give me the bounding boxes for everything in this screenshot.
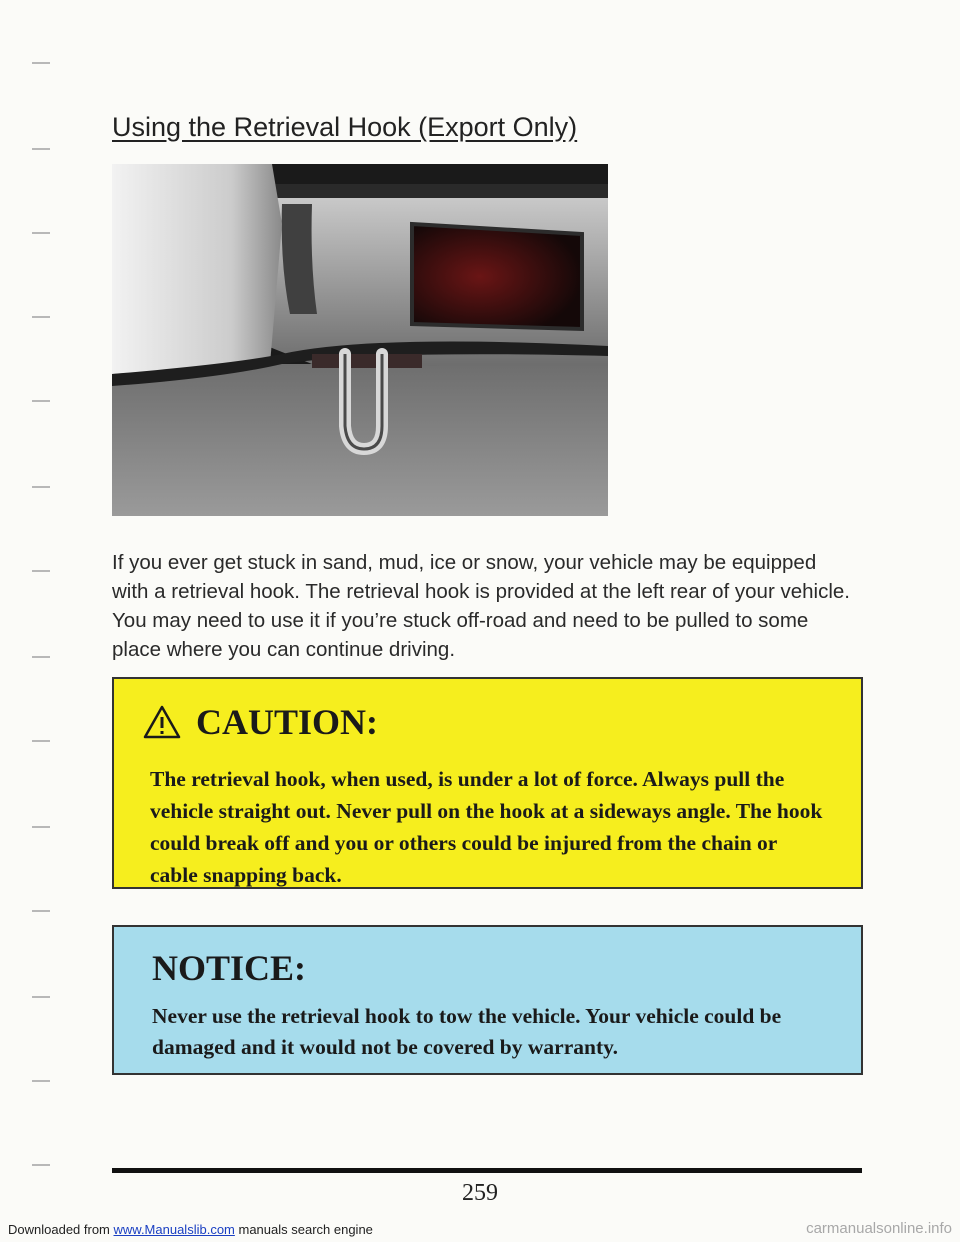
footer-rule	[112, 1168, 862, 1173]
margin-tick	[32, 740, 50, 742]
margin-tick	[32, 400, 50, 402]
margin-tick	[32, 826, 50, 828]
margin-tick	[32, 232, 50, 234]
margin-tick	[32, 62, 50, 64]
credit-prefix: Downloaded from	[8, 1222, 114, 1237]
margin-tick	[32, 656, 50, 658]
warning-triangle-icon	[142, 704, 182, 740]
body-paragraph: If you ever get stuck in sand, mud, ice or snow, your vehicle may be equipped with a retrieval hook. The retrieval hook is provided at the left rear of your vehicle. You may need to use it if you’re stuck off-road and need to be pulled to some place where you can continue driving.	[112, 551, 850, 661]
caution-heading	[142, 701, 378, 743]
margin-tick	[32, 316, 50, 318]
notice-text: Never use the retrieval hook to tow the vehicle. Your vehicle could be damaged and it would not be covered by warranty.	[152, 1004, 782, 1059]
section-title: Using the Retrieval Hook (Export Only)	[112, 112, 578, 142]
caution-box	[112, 677, 863, 889]
margin-tick	[32, 996, 50, 998]
margin-tick	[32, 1080, 50, 1082]
margin-tick	[32, 910, 50, 912]
credit-suffix: manuals search engine	[234, 1222, 373, 1237]
retrieval-hook-photo	[112, 164, 608, 516]
download-credit	[8, 1222, 373, 1237]
manualslib-link[interactable]: www.Manualslib.com	[113, 1222, 235, 1237]
caution-title: CAUTION:	[196, 702, 379, 742]
retrieval-hook-illustration	[112, 164, 608, 516]
caution-text: The retrieval hook, when used, is under a lot of force. Always pull the vehicle straight out. Never pull on the hook at a sideways angle. The hook could break off and you or others could be injured from the chain or cable snapping back.	[150, 767, 823, 887]
margin-tick	[32, 570, 50, 572]
margin-tick	[32, 1164, 50, 1166]
site-watermark: carmanualsonline.info	[806, 1220, 952, 1237]
notice-box	[112, 925, 863, 1075]
margin-tick	[32, 148, 50, 150]
notice-title: NOTICE:	[152, 948, 307, 988]
margin-tick	[32, 486, 50, 488]
page-number: 259	[462, 1180, 498, 1206]
